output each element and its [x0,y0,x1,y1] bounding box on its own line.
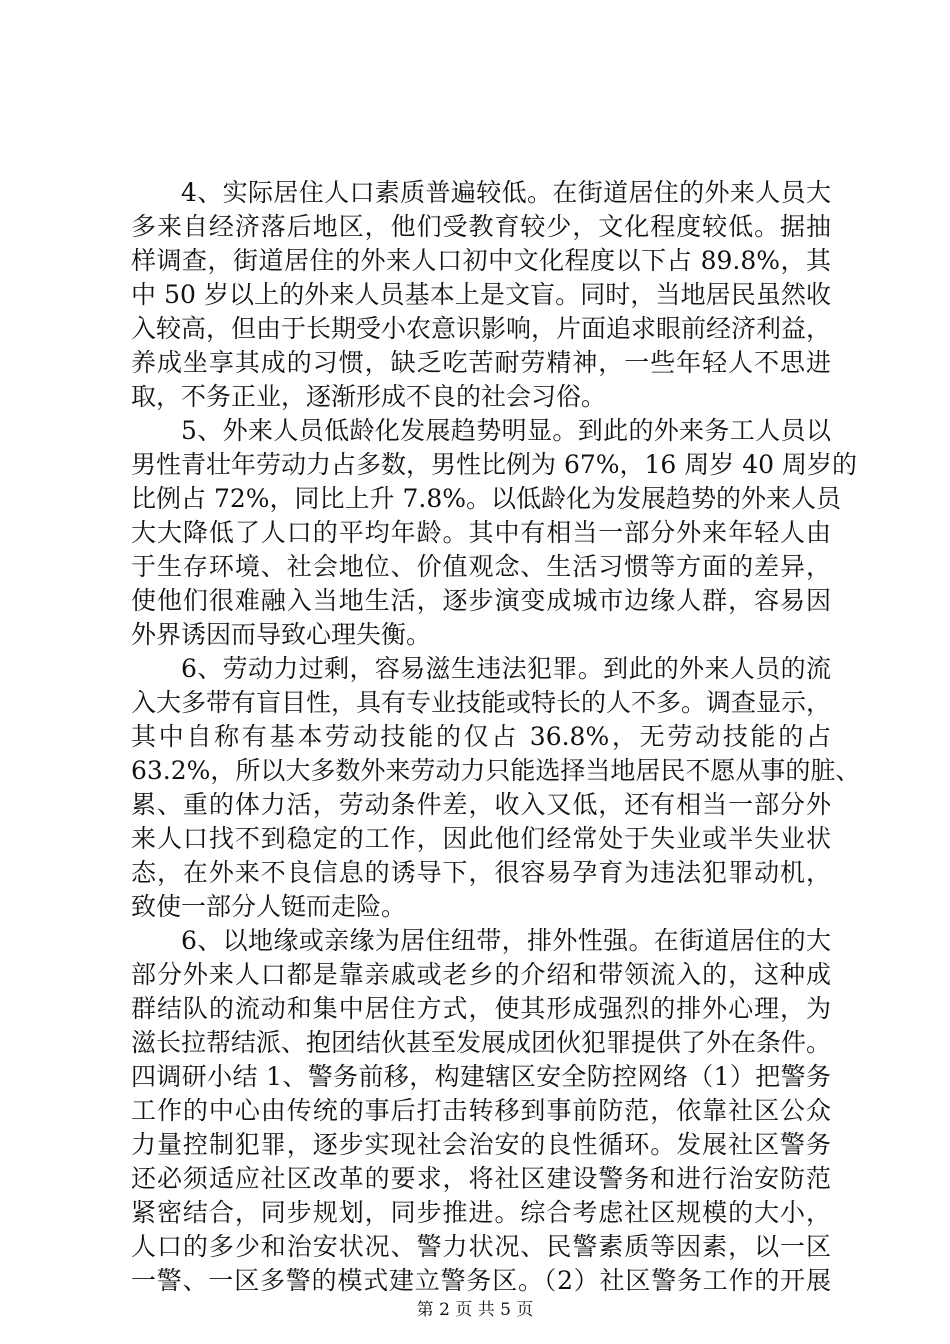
paragraph-6a-line-5: 累、重的体力活，劳动条件差，收入又低，还有相当一部分外 [131,790,831,819]
paragraph-4-line-6: 养成坐享其成的习惯，缺乏吃苦耐劳精神，一些年轻人不思进 [131,348,831,377]
paragraph-6b-line-11: 一警、一区多警的模式建立警务区。（2）社区警务工作的开展 [131,1266,831,1295]
paragraph-6a-line-2: 入大多带有盲目性，具有专业技能或特长的人不多。调查显示， [131,688,832,717]
paragraph-6b-line-2: 部分外来人口都是靠亲戚或老乡的介绍和带领流入的，这种成 [131,960,831,989]
page-number-footer: 第 2 页 共 5 页 [416,1300,534,1320]
paragraph-4-line-7: 取，不务正业，逐渐形成不良的社会习俗。 [131,382,607,411]
paragraph-6b-line-10: 人口的多少和治安状况、警力状况、民警素质等因素，以一区 [131,1232,831,1261]
paragraph-4-line-4: 中 50 岁以上的外来人员基本上是文盲。同时，当地居民虽然收 [131,280,831,309]
paragraph-6b-line-4: 滋长拉帮结派、抱团结伙甚至发展成团伙犯罪提供了外在条件。 [131,1028,832,1057]
paragraph-6b-line-5: 四调研小结 1、警务前移，构建辖区安全防控网络（1）把警务 [131,1062,831,1091]
paragraph-5-line-5: 于生存环境、社会地位、价值观念、生活习惯等方面的差异， [131,552,831,581]
paragraph-5-line-7: 外界诱因而导致心理失衡。 [131,620,432,649]
paragraph-6a-line-8: 致使一部分人铤而走险。 [131,892,407,921]
paragraph-4-line-2: 多来自经济落后地区，他们受教育较少，文化程度较低。据抽 [131,212,831,241]
paragraph-6a-line-7: 态，在外来不良信息的诱导下，很容易孕育为违法犯罪动机， [131,858,831,887]
paragraph-4-line-3: 样调查，街道居住的外来人口初中文化程度以下占 89.8%，其 [131,246,831,275]
paragraph-4-line-1: 4、实际居住人口素质普遍较低。在街道居住的外来人员大 [181,178,831,207]
paragraph-6b-line-7: 力量控制犯罪，逐步实现社会治安的良性循环。发展社区警务 [131,1130,831,1159]
paragraph-6b-line-6: 工作的中心由传统的事后打击转移到事前防范，依靠社区公众 [131,1096,831,1125]
paragraph-6b-line-9: 紧密结合，同步规划，同步推进。综合考虑社区规模的大小， [131,1198,831,1227]
paragraph-6b-line-8: 还必须适应社区改革的要求，将社区建设警务和进行治安防范 [131,1164,831,1193]
paragraph-5-line-1: 5、外来人员低龄化发展趋势明显。到此的外来务工人员以 [181,416,831,445]
paragraph-4-line-5: 入较高，但由于长期受小农意识影响，片面追求眼前经济利益， [131,314,832,343]
paragraph-6a-line-6: 来人口找不到稳定的工作，因此他们经常处于失业或半失业状 [131,824,831,853]
paragraph-6b-line-3: 群结队的流动和集中居住方式，使其形成强烈的排外心理，为 [131,994,831,1023]
paragraph-6a-line-1: 6、劳动力过剩，容易滋生违法犯罪。到此的外来人员的流 [181,654,831,683]
paragraph-5-line-3: 比例占 72%，同比上升 7.8%。以低龄化为发展趋势的外来人员 [131,484,841,513]
paragraph-6b-line-1: 6、以地缘或亲缘为居住纽带，排外性强。在街道居住的大 [181,926,831,955]
paragraph-5-line-2: 男性青壮年劳动力占多数，男性比例为 67%，16 周岁 40 周岁的 [131,450,857,479]
paragraph-5-line-6: 使他们很难融入当地生活，逐步演变成城市边缘人群，容易因 [131,586,831,615]
document-body [131,176,861,1298]
paragraph-6a-line-3: 其中自称有基本劳动技能的仅占 36.8%，无劳动技能的占 [131,722,831,751]
paragraph-5-line-4: 大大降低了人口的平均年龄。其中有相当一部分外来年轻人由 [131,518,831,547]
paragraph-6a-line-4: 63.2%，所以大多数外来劳动力只能选择当地居民不愿从事的脏、 [131,756,861,785]
